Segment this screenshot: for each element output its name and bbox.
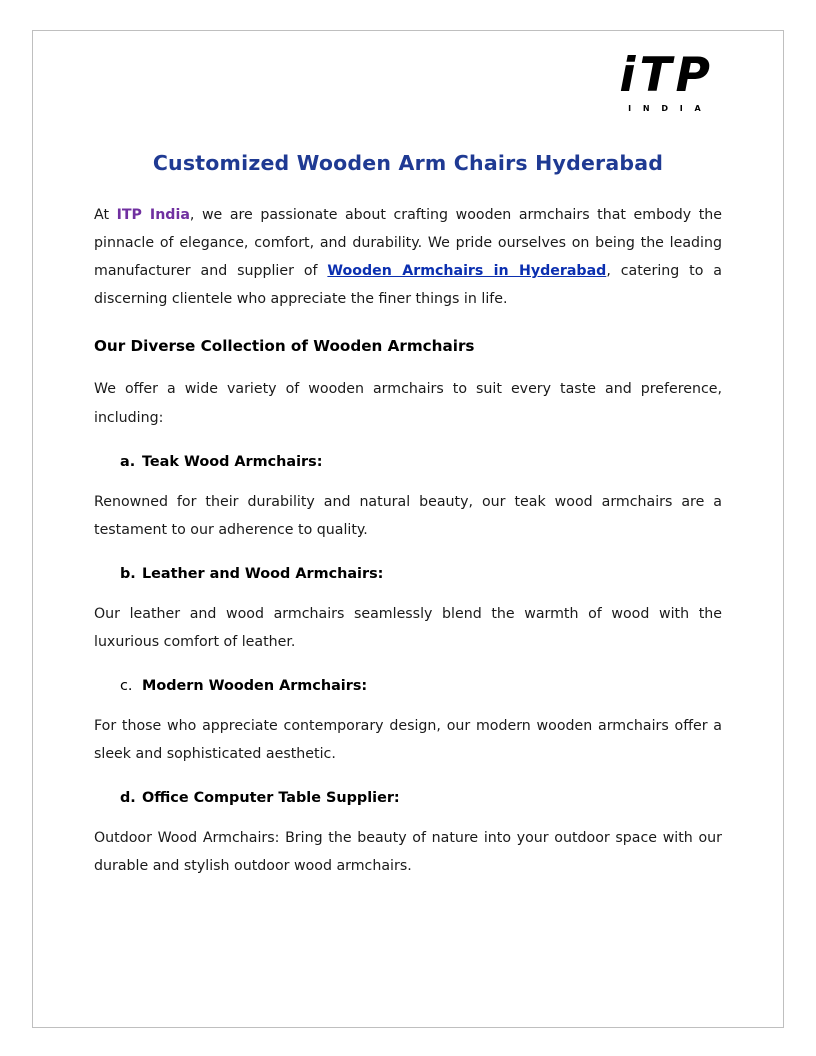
armchair-collection-list bbox=[94, 454, 722, 881]
item-heading bbox=[94, 678, 722, 694]
item-body: Our leather and wood armchairs seamlessly blend the warmth of wood with the luxurious comfort of leather. bbox=[94, 605, 722, 650]
list-item bbox=[94, 678, 722, 768]
item-marker: d. bbox=[120, 790, 136, 807]
item-marker: b. bbox=[120, 565, 136, 582]
document-content bbox=[32, 30, 784, 1026]
item-heading bbox=[94, 790, 722, 806]
logo-area bbox=[94, 48, 722, 113]
wooden-armchairs-hyderabad-link[interactable]: Wooden Armchairs in Hyderabad bbox=[327, 263, 607, 280]
itp-india-logo bbox=[619, 48, 714, 113]
item-title: Leather and Wood Armchairs: bbox=[142, 565, 384, 582]
intro-paragraph bbox=[94, 201, 722, 313]
logo-subtext: I N D I A bbox=[628, 104, 706, 113]
item-heading bbox=[94, 454, 722, 470]
item-body: Renowned for their durability and natural beauty, our teak wood armchairs are a testament to our adherence to quality. bbox=[94, 493, 722, 538]
item-title: Teak Wood Armchairs: bbox=[142, 453, 323, 470]
intro-after-brand: , we are passionate about crafting wooden armchairs that embody the pinnacle of elegance, comfort, and durability. We pride ourselves on being the leading manufacturer and supplier of bbox=[94, 207, 722, 280]
item-marker: c. bbox=[120, 678, 133, 695]
page-title: Customized Wooden Arm Chairs Hyderabad bbox=[152, 151, 664, 175]
logo-wordmark: iTP bbox=[619, 48, 714, 103]
brand-name: ITP India bbox=[116, 207, 190, 223]
intro-after-link: , catering to a discerning clientele who appreciate the finer things in life. bbox=[94, 263, 722, 308]
item-body: For those who appreciate contemporary design, our modern wooden armchairs offer a sleek and sophisticated aesthetic. bbox=[94, 718, 722, 763]
item-marker: a. bbox=[120, 453, 136, 470]
intro-before-brand: At bbox=[94, 207, 117, 223]
list-item bbox=[94, 454, 722, 544]
section-heading-collection: Our Diverse Collection of Wooden Armchairs bbox=[94, 337, 475, 356]
item-title: Office Computer Table Supplier: bbox=[142, 790, 400, 807]
section-intro-paragraph: We offer a wide variety of wooden armchairs to suit every taste and preference, including: bbox=[94, 381, 722, 426]
item-heading bbox=[94, 566, 722, 582]
list-item bbox=[94, 790, 722, 880]
item-title: Modern Wooden Armchairs: bbox=[142, 678, 368, 695]
item-body: Outdoor Wood Armchairs: Bring the beauty of nature into your outdoor space with our durable and stylish outdoor wood armchairs. bbox=[94, 830, 722, 875]
list-item bbox=[94, 566, 722, 656]
